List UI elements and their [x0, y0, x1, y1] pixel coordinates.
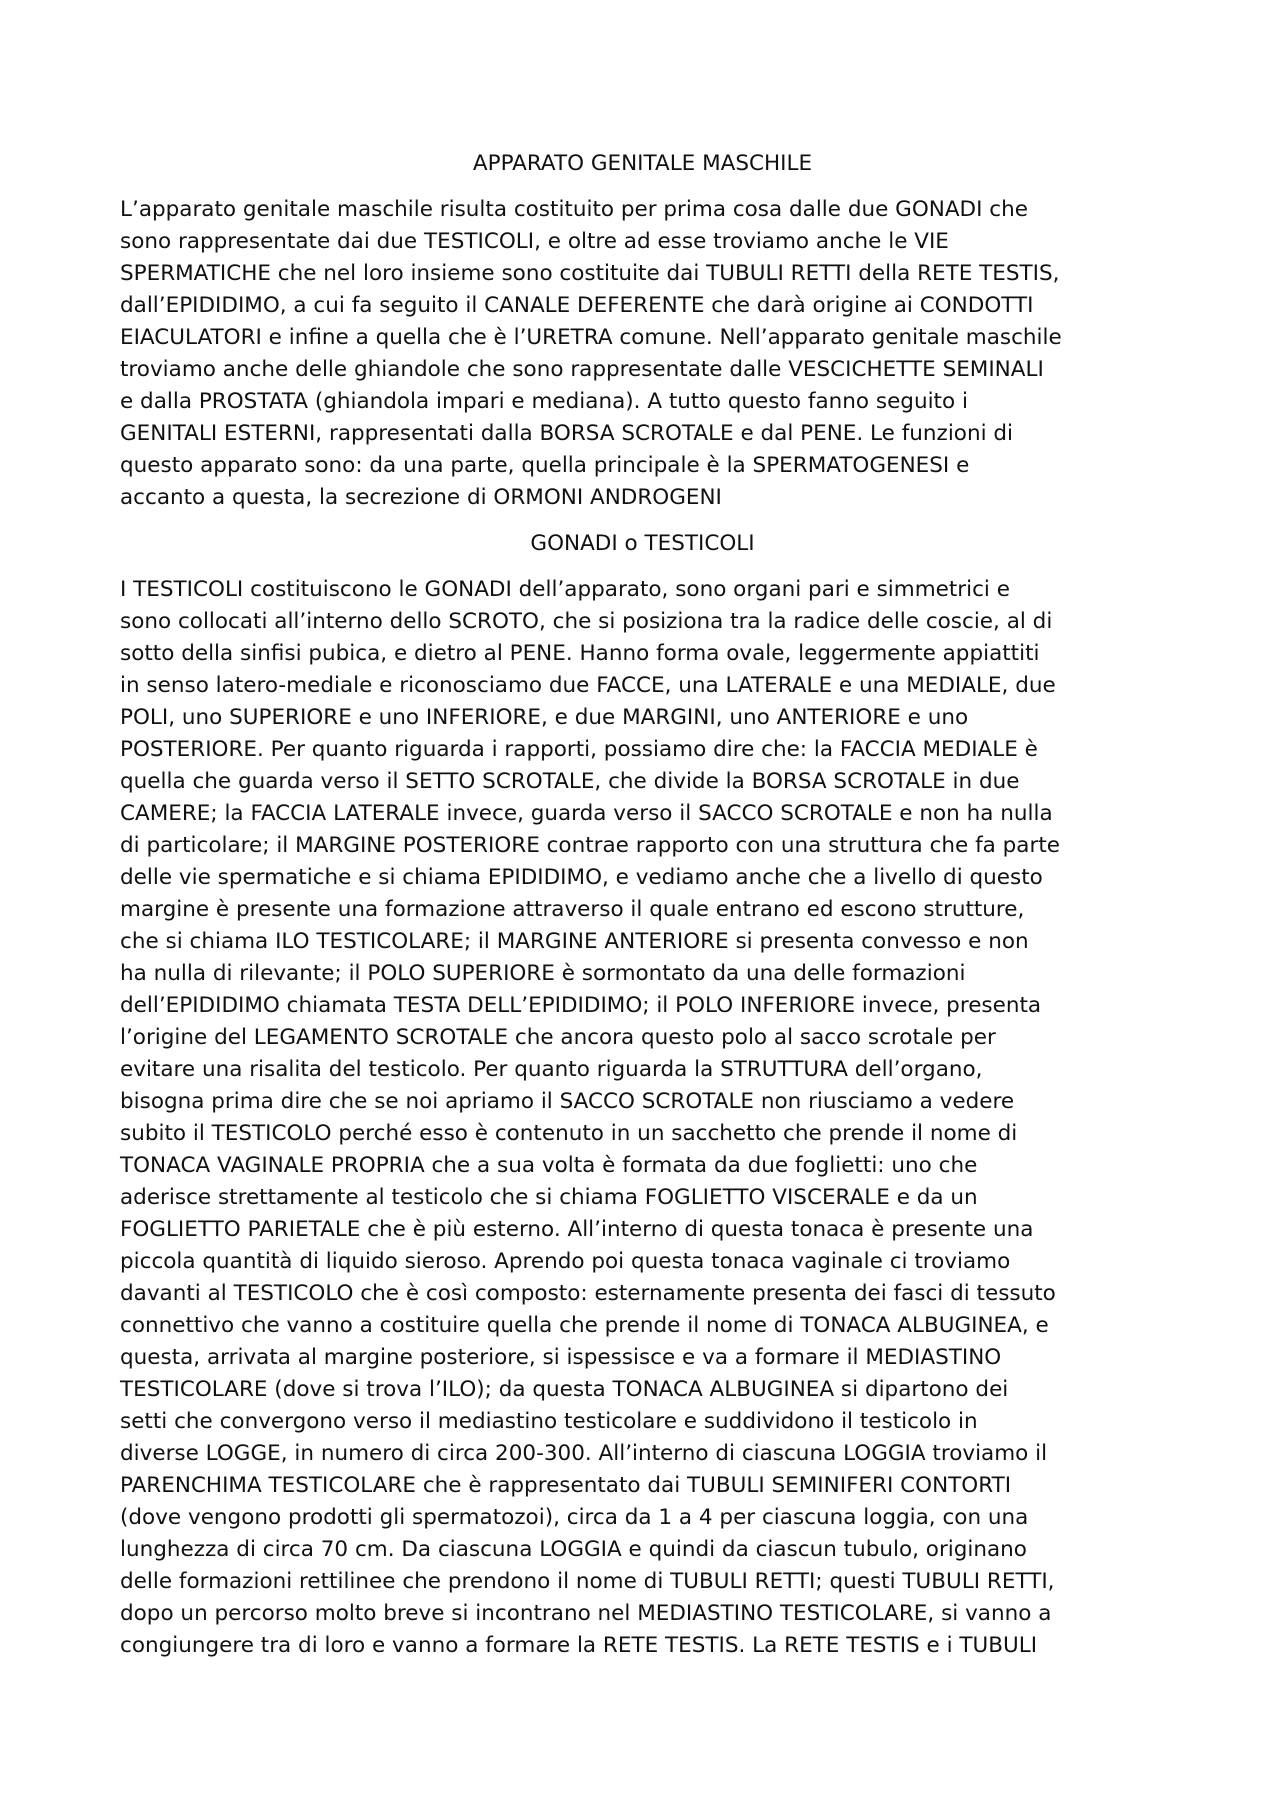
- text-line: subito il TESTICOLO perché esso è contenuto in un sacchetto che prende il nome di: [120, 1121, 1018, 1146]
- text-line: accanto a questa, la secrezione di ORMONI ANDROGENI: [120, 485, 722, 510]
- text-line: TESTICOLARE (dove si trova l’ILO); da questa TONACA ALBUGINEA si dipartono dei: [120, 1377, 1009, 1402]
- text-line: di particolare; il MARGINE POSTERIORE contrae rapporto con una struttura che fa parte: [120, 833, 1060, 858]
- text-line: PARENCHIMA TESTICOLARE che è rappresentato dai TUBULI SEMINIFERI CONTORTI: [120, 1473, 1012, 1498]
- text-line: in senso latero-mediale e riconosciamo due FACCE, una LATERALE e una MEDIALE, due: [120, 673, 1056, 698]
- text-line: ha nulla di rilevante; il POLO SUPERIORE è sormontato da una delle formazioni: [120, 961, 966, 986]
- text-line: margine è presente una formazione attraverso il quale entrano ed escono strutture,: [120, 897, 1025, 922]
- body-paragraph: [120, 574, 1165, 1662]
- text-line: lunghezza di circa 70 cm. Da ciascuna LOGGIA e quindi da ciascun tubulo, originano: [120, 1537, 1027, 1562]
- text-line: aderisce strettamente al testicolo che si chiama FOGLIETTO VISCERALE e da un: [120, 1185, 978, 1210]
- text-line: GENITALI ESTERNI, rappresentati dalla BORSA SCROTALE e dal PENE. Le funzioni di: [120, 421, 1013, 446]
- text-line: delle formazioni rettilinee che prendono il nome di TUBULI RETTI; questi TUBULI RETTI,: [120, 1569, 1055, 1594]
- document-page: [120, 148, 1165, 1662]
- text-line: EIACULATORI e infine a quella che è l’URETRA comune. Nell’apparato genitale maschile: [120, 325, 1062, 350]
- text-line: sotto della sinfisi pubica, e dietro al PENE. Hanno forma ovale, leggermente appiattiti: [120, 641, 1040, 666]
- text-line: connettivo che vanno a costituire quella che prende il nome di TONACA ALBUGINEA, e: [120, 1313, 1049, 1338]
- text-line: setti che convergono verso il mediastino testicolare e suddividono il testicolo in: [120, 1409, 978, 1434]
- text-line: davanti al TESTICOLO che è così composto: esternamente presenta dei fasci di tessuto: [120, 1281, 1056, 1306]
- text-line: dell’EPIDIDIMO chiamata TESTA DELL’EPIDIDIMO; il POLO INFERIORE invece, presenta: [120, 993, 1042, 1018]
- text-line: dall’EPIDIDIMO, a cui fa seguito il CANALE DEFERENTE che darà origine ai CONDOTTI: [120, 293, 1034, 318]
- text-line: quella che guarda verso il SETTO SCROTALE, che divide la BORSA SCROTALE in due: [120, 769, 1020, 794]
- text-line: congiungere tra di loro e vanno a formare la RETE TESTIS. La RETE TESTIS e i TUBULI: [120, 1633, 1038, 1658]
- text-line: bisogna prima dire che se noi apriamo il SACCO SCROTALE non riusciamo a vedere: [120, 1089, 1015, 1114]
- text-line: questo apparato sono: da una parte, quella principale è la SPERMATOGENESI e: [120, 453, 970, 478]
- text-line: evitare una risalita del testicolo. Per quanto riguarda la STRUTTURA dell’organo,: [120, 1057, 983, 1082]
- text-line: l’origine del LEGAMENTO SCROTALE che ancora questo polo al sacco scrotale per: [120, 1025, 996, 1050]
- text-line: (dove vengono prodotti gli spermatozoi), circa da 1 a 4 per ciascuna loggia, con una: [120, 1505, 1029, 1530]
- text-line: troviamo anche delle ghiandole che sono rappresentate dalle VESCICHETTE SEMINALI: [120, 357, 1044, 382]
- text-line: L’apparato genitale maschile risulta costituito per prima cosa dalle due GONADI che: [120, 197, 1028, 222]
- text-line: dopo un percorso molto breve si incontrano nel MEDIASTINO TESTICOLARE, si vanno a: [120, 1601, 1052, 1626]
- text-line: POLI, uno SUPERIORE e uno INFERIORE, e due MARGINI, uno ANTERIORE e uno: [120, 705, 969, 730]
- text-line: piccola quantità di liquido sieroso. Aprendo poi questa tonaca vaginale ci troviamo: [120, 1249, 1011, 1274]
- text-line: I TESTICOLI costituiscono le GONADI dell’apparato, sono organi pari e simmetrici e: [120, 577, 1010, 602]
- text-line: TONACA VAGINALE PROPRIA che a sua volta è formata da due foglietti: uno che: [120, 1153, 978, 1178]
- document-title: APPARATO GENITALE MASCHILE: [472, 151, 813, 176]
- text-line: SPERMATICHE che nel loro insieme sono costituite dai TUBULI RETTI della RETE TESTIS,: [120, 261, 1060, 286]
- text-line: CAMERE; la FACCIA LATERALE invece, guarda verso il SACCO SCROTALE e non ha nulla: [120, 801, 1053, 826]
- section-heading: GONADI o TESTICOLI: [530, 531, 755, 556]
- text-line: e dalla PROSTATA (ghiandola impari e mediana). A tutto questo fanno seguito i: [120, 389, 968, 414]
- text-line: POSTERIORE. Per quanto riguarda i rapporti, possiamo dire che: la FACCIA MEDIALE è: [120, 737, 1038, 762]
- text-line: questa, arrivata al margine posteriore, si ispessisce e va a formare il MEDIASTINO: [120, 1345, 1002, 1370]
- text-line: delle vie spermatiche e si chiama EPIDIDIMO, e vediamo anche che a livello di questo: [120, 865, 1043, 890]
- text-line: che si chiama ILO TESTICOLARE; il MARGINE ANTERIORE si presenta convesso e non: [120, 929, 1029, 954]
- intro-paragraph: [120, 194, 1165, 514]
- text-line: sono collocati all’interno dello SCROTO, che si posiziona tra la radice delle coscie, al di: [120, 609, 1053, 634]
- text-line: diverse LOGGE, in numero di circa 200-300. All’interno di ciascuna LOGGIA troviamo il: [120, 1441, 1048, 1466]
- text-line: sono rappresentate dai due TESTICOLI, e oltre ad esse troviamo anche le VIE: [120, 229, 949, 254]
- text-line: FOGLIETTO PARIETALE che è più esterno. All’interno di questa tonaca è presente una: [120, 1217, 1034, 1242]
